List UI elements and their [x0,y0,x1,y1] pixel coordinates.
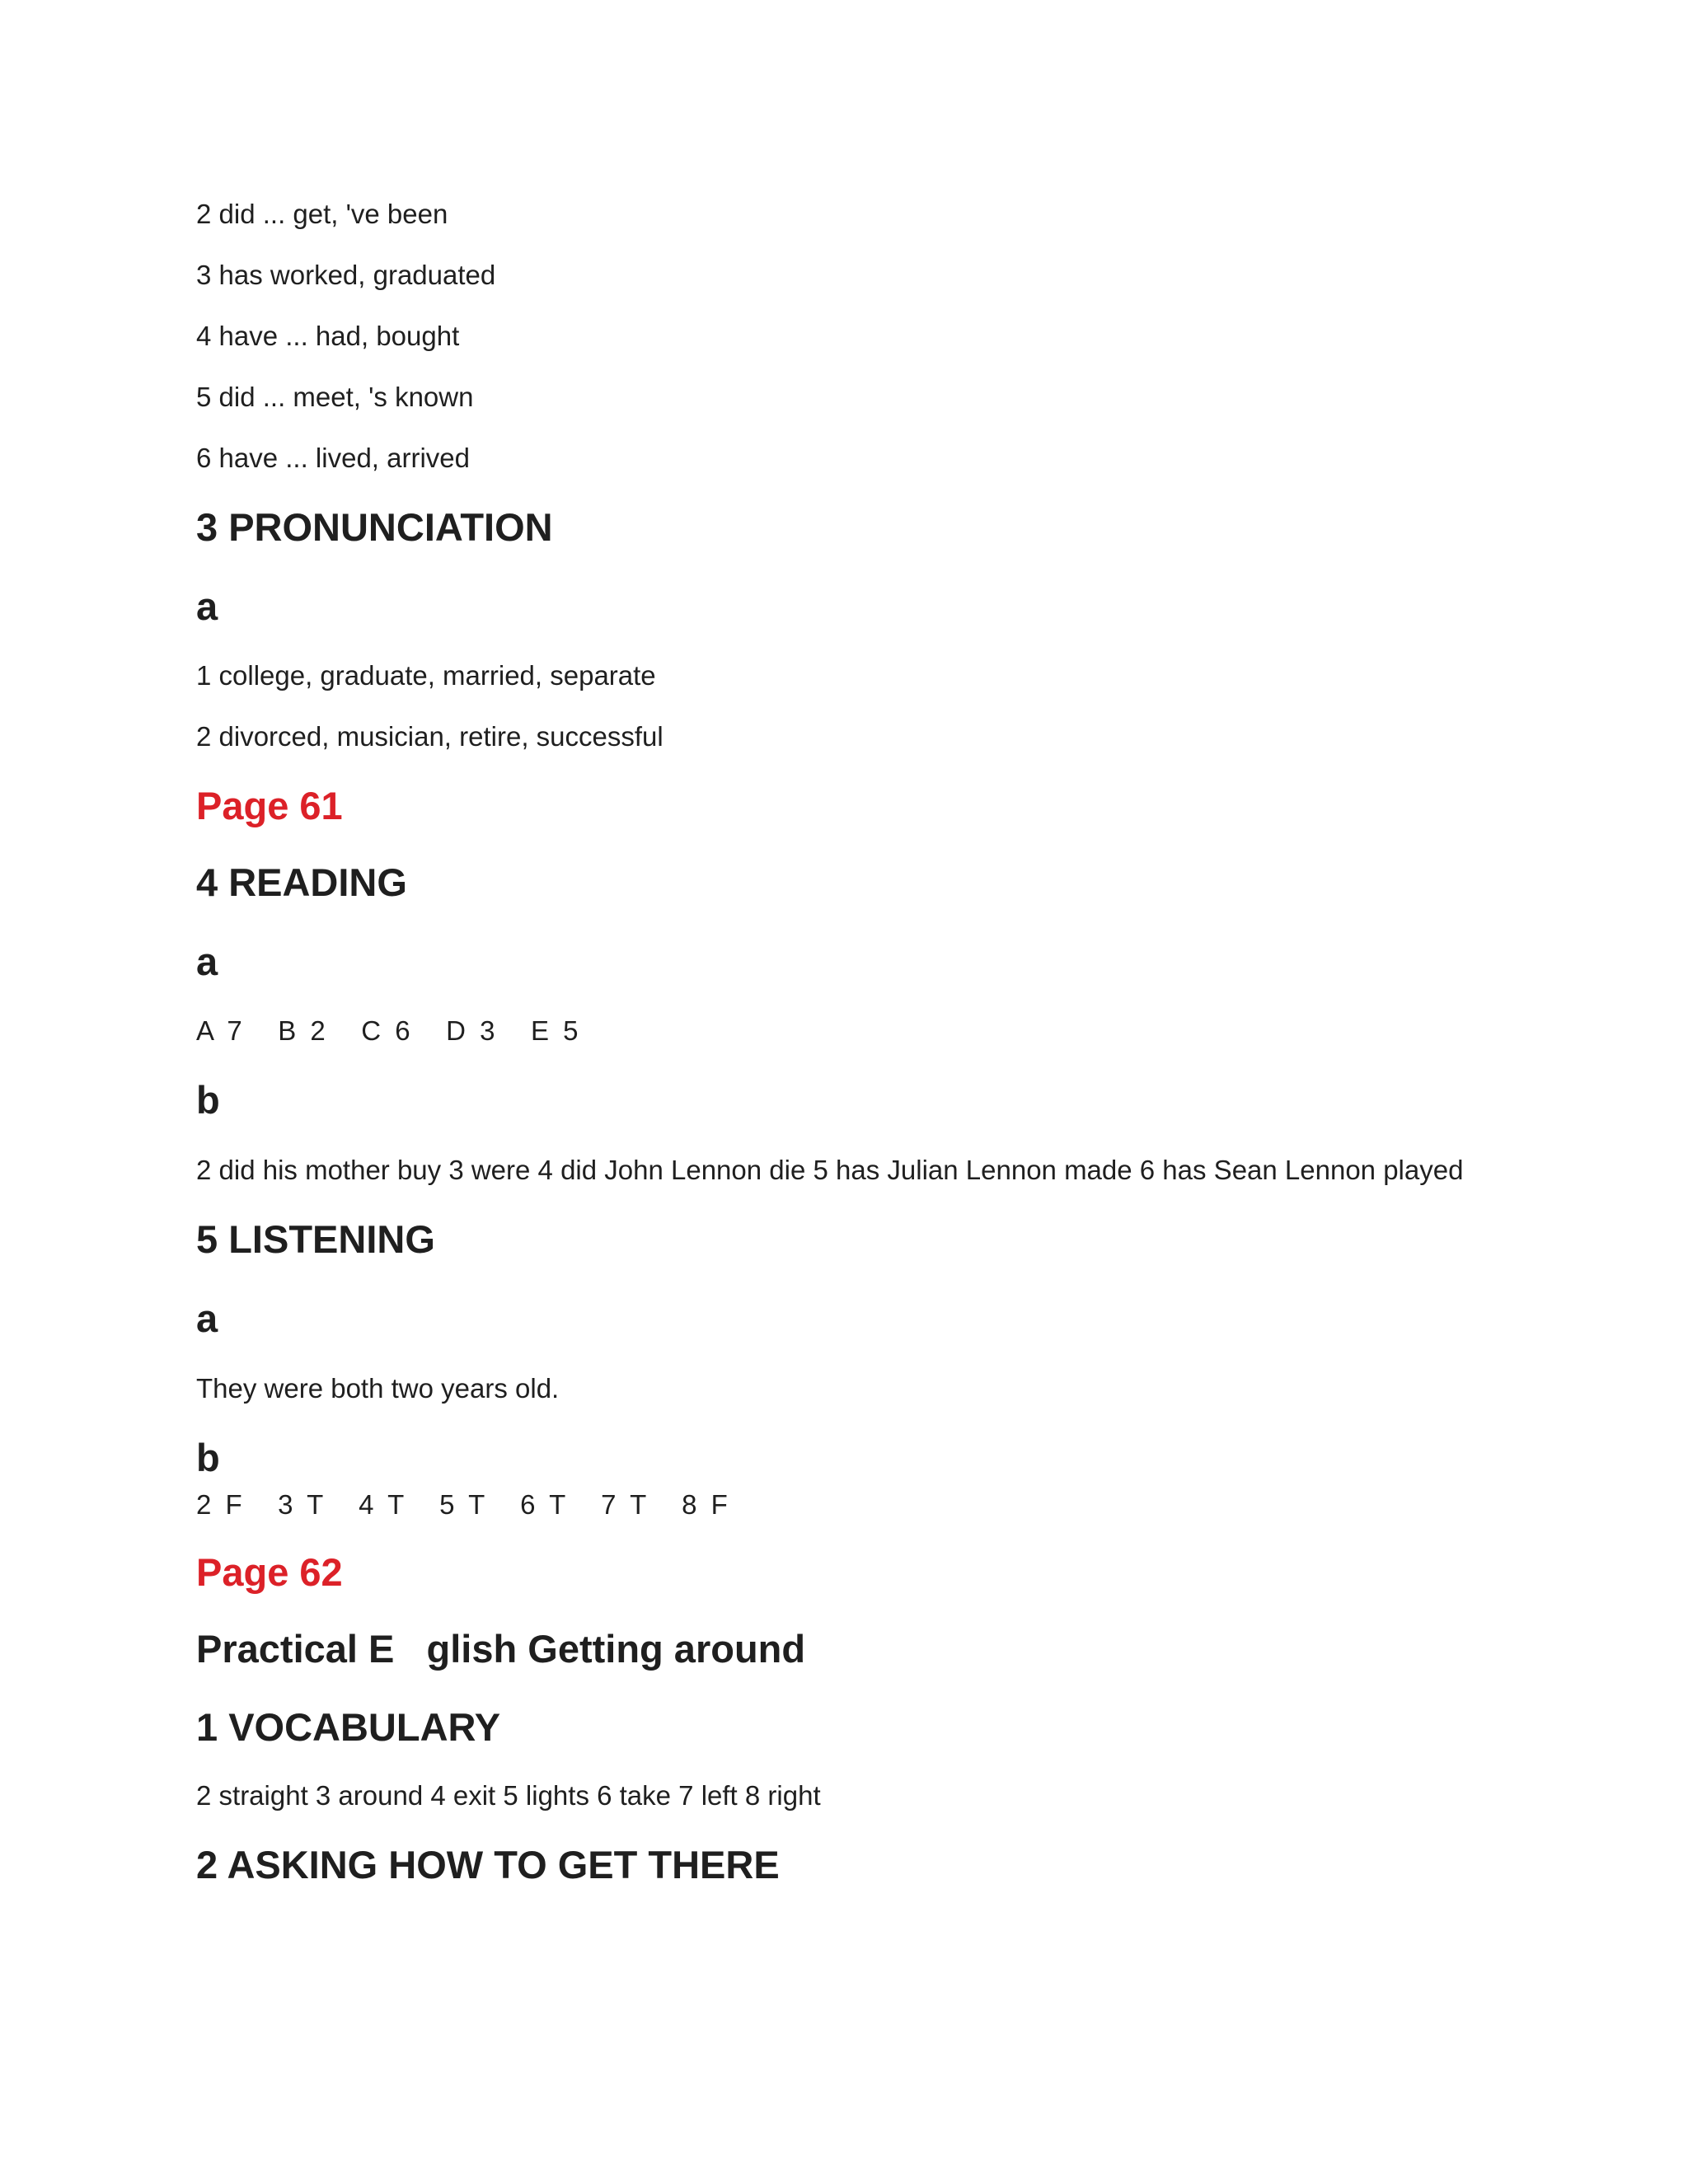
page-reference-61: Page 61 [196,784,343,827]
answer-line: They were both two years old. [196,1373,560,1404]
subsection-label-a: a [196,940,218,983]
subsection-label-a: a [196,1296,218,1340]
answer-line: 2 did his mother buy 3 were 4 did John Lennon die 5 has Julian Lennon made 6 has Sean Lennon played [196,1155,1464,1185]
answer-line: A 7 B 2 C 6 D 3 E 5 [196,1015,582,1046]
section-heading-pronunciation: 3 PRONUNCIATION [196,505,553,549]
answer-line: 1 college, graduate, married, separate [196,660,656,691]
answer-line: 2 straight 3 around 4 exit 5 lights 6 take 7 left 8 right [196,1780,821,1811]
answer-line: 2 divorced, musician, retire, successful [196,721,663,752]
answer-line: 5 did ... meet, 's known [196,382,474,412]
subsection-label-b: b [196,1436,220,1479]
section-heading-listening: 5 LISTENING [196,1217,435,1261]
subsection-label-a: a [196,584,218,628]
answer-line: 2 F 3 T 4 T 5 T 6 T 7 T 8 F [196,1489,731,1520]
section-heading-practical: Practical E glish Getting around [196,1627,806,1671]
page-reference-62: Page 62 [196,1550,343,1594]
answer-line: 3 has worked, graduated [196,260,496,290]
section-heading-reading: 4 READING [196,860,407,904]
subsection-label-b: b [196,1078,220,1122]
answer-line: 6 have ... lived, arrived [196,443,470,473]
section-heading-asking: 2 ASKING HOW TO GET THERE [196,1843,780,1886]
section-heading-vocabulary: 1 VOCABULARY [196,1705,501,1749]
answer-line: 4 have ... had, bought [196,321,460,351]
answer-line: 2 did ... get, 've been [196,199,448,229]
